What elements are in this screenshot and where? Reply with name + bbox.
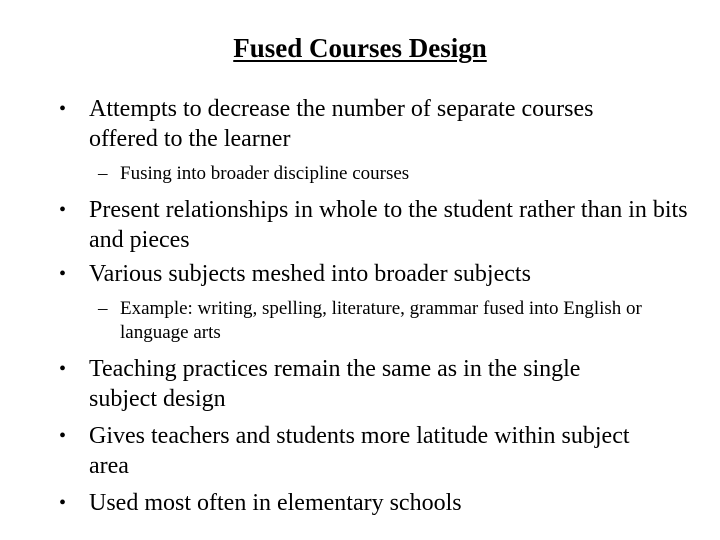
bullet-marker: •	[59, 263, 67, 285]
bullet-text: Used most often in elementary schools	[89, 490, 462, 516]
bullet-text: Various subjects meshed into broader subjects	[89, 261, 531, 287]
bullet-marker: •	[59, 425, 67, 447]
sub-bullet-text: Example: writing, spelling, literature, grammar fused into English or language arts	[120, 298, 642, 343]
bullet-text: Present relationships in whole to the student rather than in bits and pieces	[89, 197, 688, 253]
slide-title-text: Fused Courses Design	[233, 33, 487, 63]
bullet-text: Gives teachers and students more latitude within subject area	[89, 423, 630, 479]
bullet-item	[59, 354, 609, 414]
sub-bullet-text: Fusing into broader discipline courses	[120, 163, 410, 184]
slide-title	[0, 31, 720, 65]
bullet-marker: •	[59, 199, 67, 221]
bullet-marker: •	[59, 358, 67, 380]
sub-bullet-item	[98, 297, 660, 345]
sub-bullet-marker: –	[98, 163, 108, 184]
sub-bullet-marker: –	[98, 298, 108, 319]
bullet-marker: •	[59, 98, 67, 120]
bullet-marker: •	[59, 492, 67, 514]
bullet-item	[59, 259, 689, 289]
bullet-item	[59, 195, 689, 255]
bullet-text: Teaching practices remain the same as in the single subject design	[89, 356, 581, 412]
bullet-item	[59, 488, 689, 518]
bullet-text: Attempts to decrease the number of separate courses offered to the learner	[89, 96, 594, 152]
bullet-item	[59, 421, 649, 481]
sub-bullet-item	[98, 162, 680, 186]
bullet-item	[59, 94, 609, 154]
